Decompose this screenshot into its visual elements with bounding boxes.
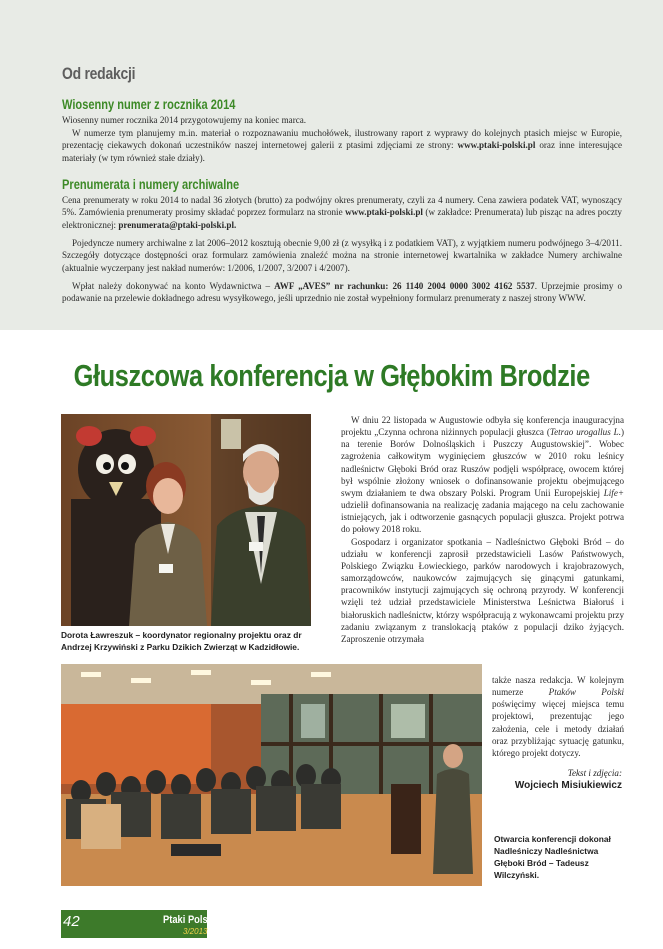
editorial-box: [0, 0, 663, 330]
section-title-subscription: Prenumerata i numery archiwalne: [62, 177, 240, 192]
paragraph-spring-intro: Wiosenny numer rocznika 2014 przygotowujemy na koniec marca.: [62, 115, 307, 125]
paragraph-payment: Wpłat należy dokonywać na konto Wydawnictwa – AWF „AVES” nr rachunku: 26 1140 2004 0000 3002 4162 5537. Uprzejmie prosimy o podawanie na przelewie dokładnego adresu wysyłkowego, jeśli uprzednio nie został wypełniony formularz prenumeraty z naszej strony WWW.: [62, 281, 622, 304]
photo-conference-hall: [61, 664, 482, 886]
photo-caption-2: Otwarcia konferencji dokonał Nadleśniczy Nadleśnictwa Głęboki Bród – Tadeusz Wilczyński.: [494, 834, 611, 881]
website-link[interactable]: www.ptaki-polski.pl: [457, 140, 536, 151]
article-paragraph-2-continued: także nasza redakcja. W kolejnym numerze Ptaków Polski poświęcimy więcej miejsca temu projektowi, prezentując jego założenia, cele i metody działań oraz przybliżając sytuację gatunku, którego projekt dotyczy.: [492, 675, 625, 758]
article-paragraph-1: W dniu 22 listopada w Augustowie odbyła się konferencja inauguracyjna projektu „Czynna ochrona niżinnych populacji głuszca (Tetrao urogallus L.) na terenie Borów Dolnośląskich i Puszczy Augustowskiej”. Wobec zagrożenia całkowitym wyginięciem głuszców w 2010 roku leśnicy nadleśnictw Głęboki Bród oraz Ruszów podjęli współpracę, owocem której był wspólnie złożony wniosek o dofinansowanie projektu obejmującego swym działaniem te dwa obszary Polski. Program Unii Europejskiej Life+ udzielił dofinansowania na realizację zadania mającego na celu zachowanie istniejących, jak i odtworzenie gasnących populacji głuszca. Projekt potrwa do połowy 2018 roku.: [341, 415, 625, 535]
credit-author: Wojciech Misiukiewicz: [514, 780, 622, 791]
photo-caption-1: Dorota Ławreszuk – koordynator regionalny projektu oraz dr Andrzej Krzywiński z Parku Dzikich Zwierząt w Kadzidłowie.: [61, 630, 302, 652]
paragraph-archive-issues: Pojedyncze numery archiwalne z lat 2006–2012 kosztują obecnie 9,00 zł (z wysyłką i z podatkiem VAT), z wyjątkiem numeru podwójnego 3–4/2011. Szczegóły dotyczące dostępności oraz formularz zamówienia znaleźć można na stronie internetowej kwartalnika w zakładce Numery archiwalne (aktualnie wyczerpany jest nakład numerów: 1/2006, 1/2007, 3/2007 i 4/2007).: [62, 238, 622, 273]
magazine-name: Ptaki Polski: [163, 914, 216, 926]
editorial-heading: Od redakcji: [62, 64, 136, 83]
section-title-spring-issue: Wiosenny numer z rocznika 2014: [62, 97, 236, 112]
article-title: Głuszcowa konferencja w Głębokim Brodzie: [73, 358, 590, 393]
magazine-issue: 3/2013: [183, 927, 208, 936]
article-body: [341, 414, 624, 645]
photo-coordinator-and-researcher: [61, 414, 311, 626]
website-link[interactable]: www.ptaki-polski.pl: [345, 207, 423, 218]
paragraph-subscription-price: Cena prenumeraty w roku 2014 to nadal 36 złotych (brutto) za podwójny okres prenumeraty, czyli za 4 numery. Cena zawiera podatek VAT, wynoszący 5%. Zamówienia prenumeraty prosimy składać poprzez formularz na stronie www.ptaki-polski.pl (w zakładce: Prenumerata) lub pisząc na adres poczty elektronicznej: prenumerata@ptaki-polski.pl.: [62, 195, 622, 230]
bank-account: AWF „AVES” nr rachunku: 26 1140 2004 0000 3002 4162 5537: [274, 281, 535, 291]
paragraph-spring-details: W numerze tym planujemy m.in. materiał o rozpoznawaniu muchołówek, ilustrowany raport z wyprawy do kolejnych ptasich miejsc w Europie, prezentację ciekawych dokonań uczestników naszej internetowej galerii z ptasimi zdjęciami ze strony: www.ptaki-polski.pl oraz inne interesujące materiały (w tym również stałe działy).: [62, 128, 622, 163]
credit-label: Tekst i zdjęcia:: [567, 768, 622, 778]
article-paragraph-2: Gospodarz i organizator spotkania – Nadleśnictwo Głęboki Bród – do udziału w konferencji zaprosił przedstawicieli Lasów Państwowych, Polskiego Związku Łowieckiego, parków narodowych i krajobrazowych, samorządowców, naukowców zajmujących się ginącymi gatunkami, pracowników instytucji zajmujących się ochroną przyrody. W konferencji wzięli też udział przedstawiciele Ministerstwa Leśnictwa Białoruś i białoruskich nadleśnictw, którzy współpracują z wykonawcami projektu przy zadaniu związanym z translokacją ptaków z populacji dziko żyjących. Zaproszenie otrzymała: [341, 536, 624, 644]
email-link[interactable]: prenumerata@ptaki-polski.pl.: [118, 219, 237, 230]
page-number: 42: [63, 913, 80, 930]
